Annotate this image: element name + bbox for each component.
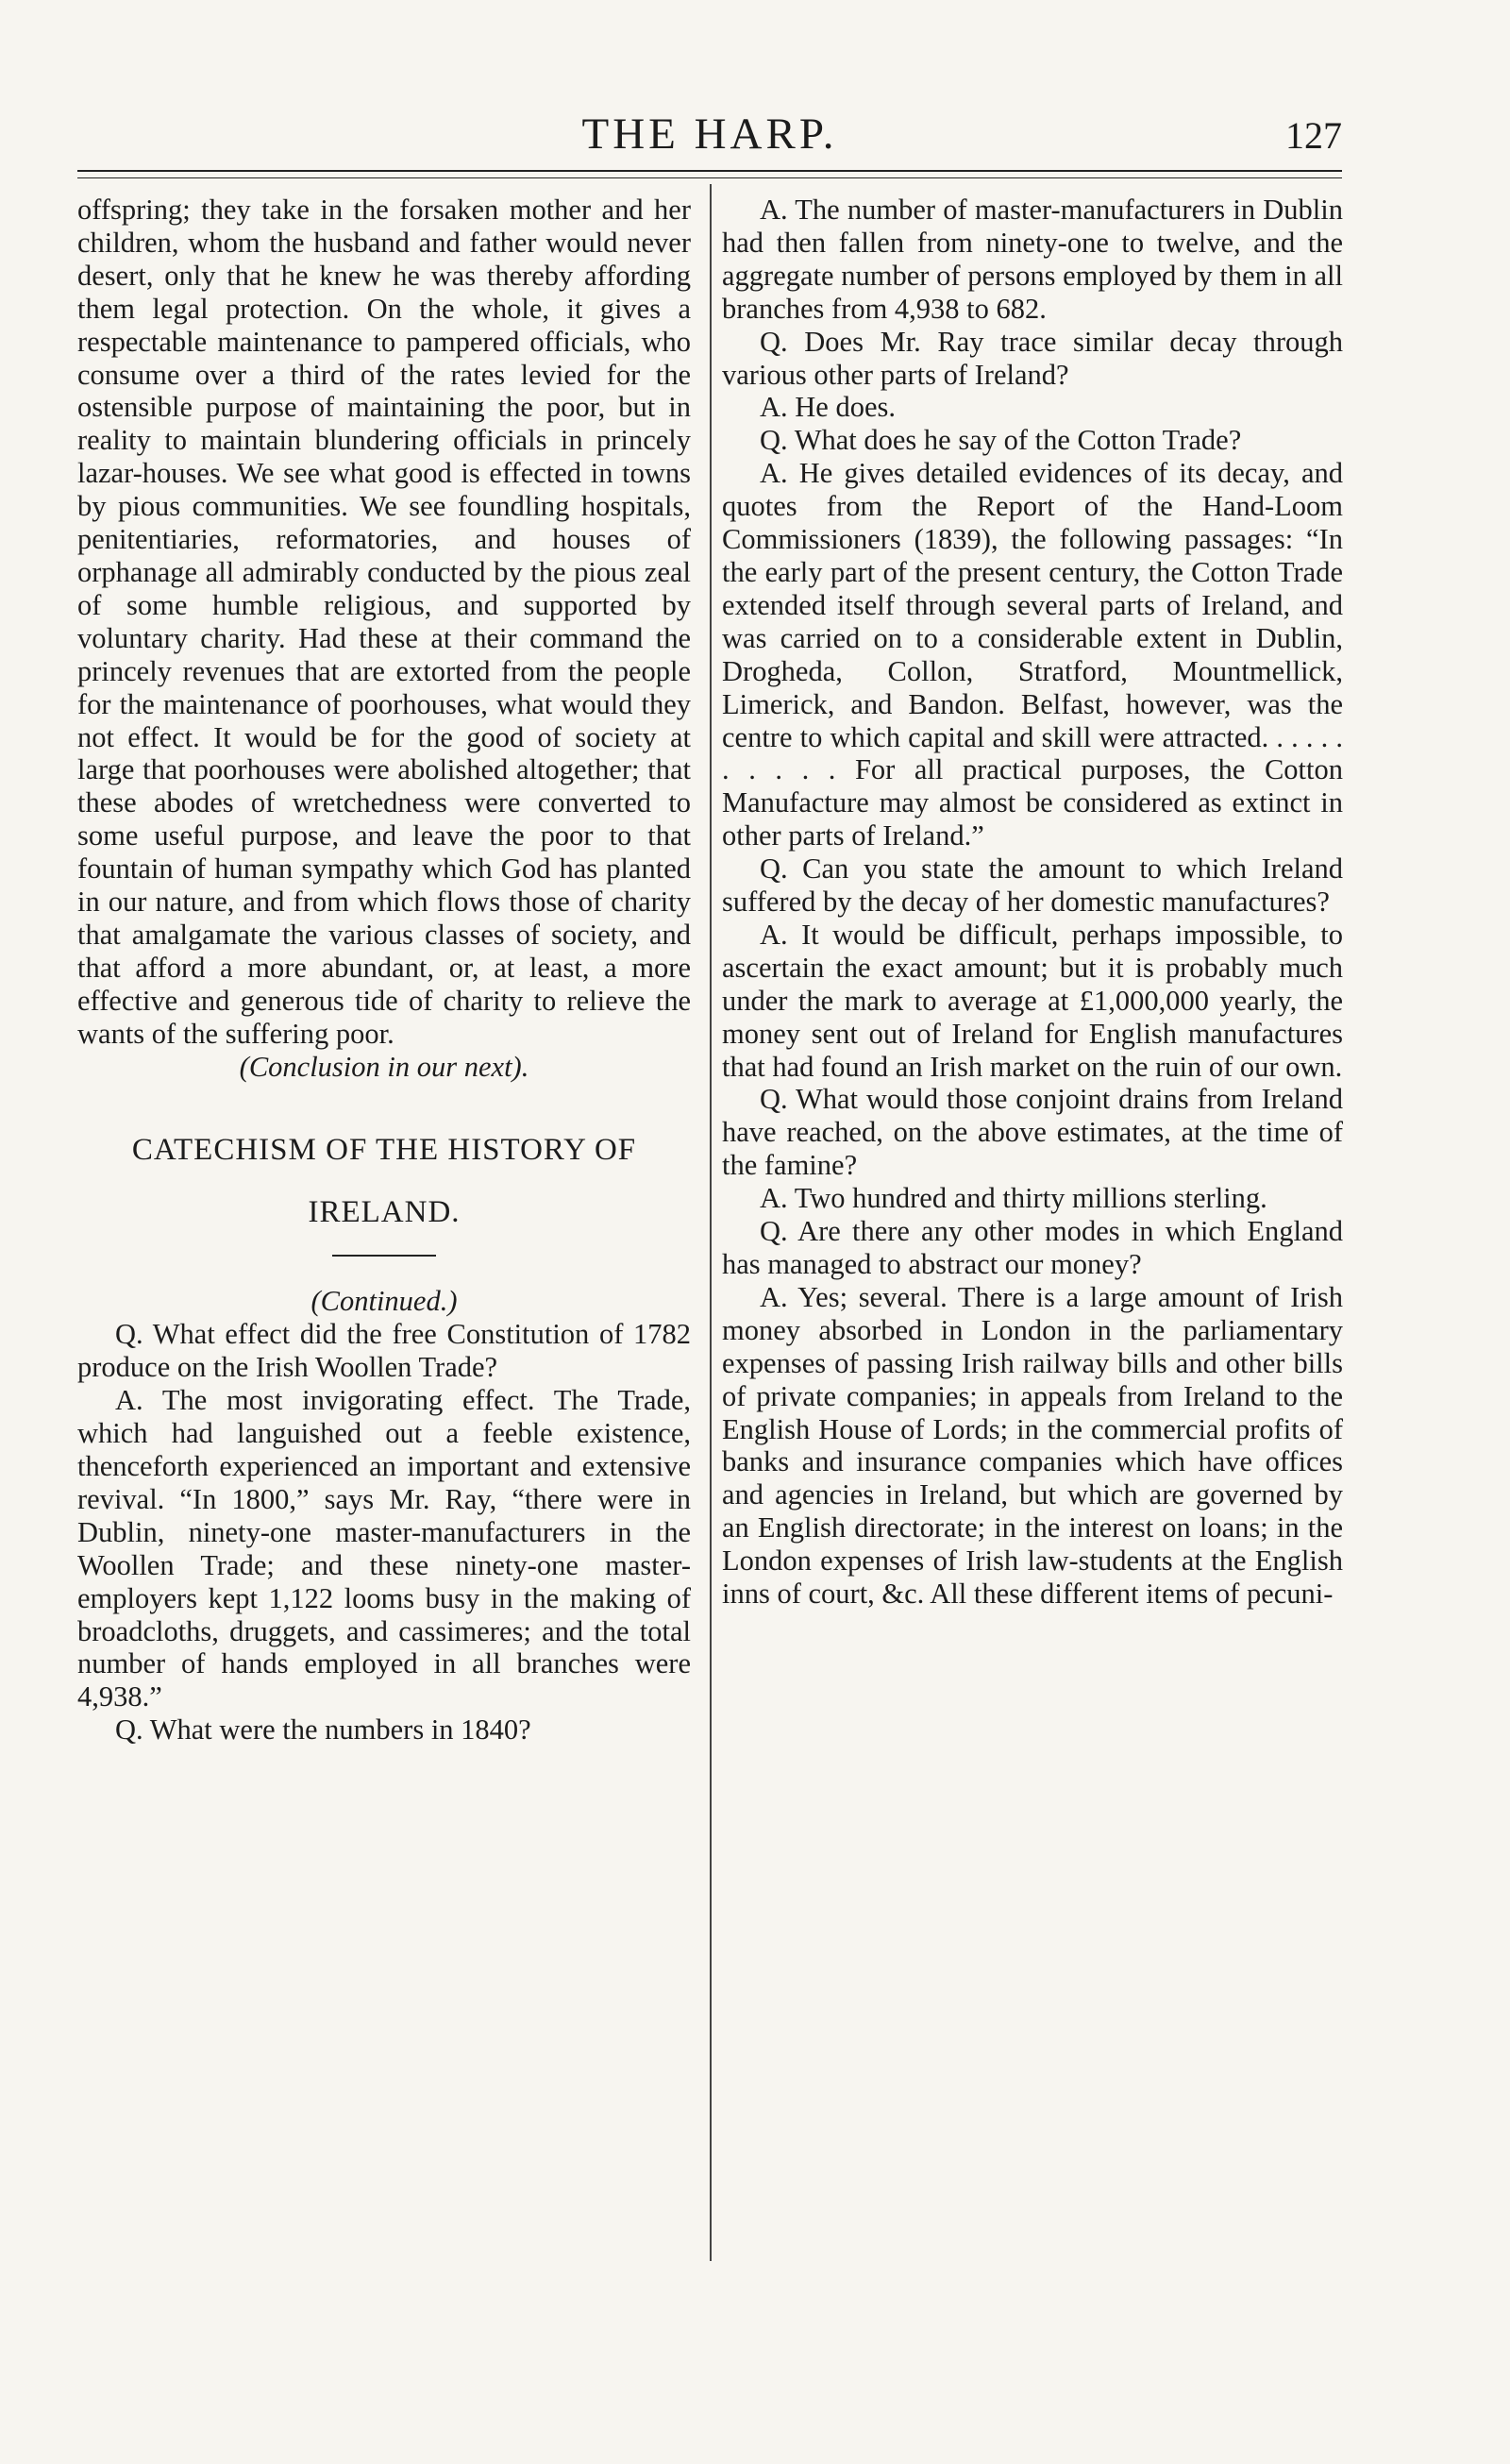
catechism-paragraph: Q. What effect did the free Constitution of 1782 produce on the Irish Woollen Trade? <box>77 1318 691 1384</box>
section-divider-rule <box>332 1255 436 1257</box>
header-rule-thin <box>77 177 1342 178</box>
catechism-paragraph: Q. Can you state the amount to which Ireland suffered by the decay of her domestic manufactures? <box>722 852 1343 919</box>
catechism-paragraph: Q. What does he say of the Cotton Trade? <box>760 424 1242 457</box>
catechism-paragraph: A. The most invigorating effect. The Trade, which had languished out a feeble existence, thenceforth experienced an important and extensive revival. “In 1800,” says Mr. Ray, “there were in Dublin, ninety-one master-manufacturers in the Woollen Trade; and these ninety-one master-employers kept 1,122 looms busy in the making of broadcloths, druggets, and cassimeres; and the total number of hands employed in all branches were 4,938.” <box>77 1384 691 1713</box>
essay-continuation-paragraph: offspring; they take in the forsaken mother and her children, whom the husband and father would never desert, only that he knew he was thereby affording them legal protection. On the whole, it gives a respectable maintenance to pampered officials, who consume over a third of the rates levied for the ostensible purpose of maintaining the poor, but in reality to maintain blundering officials in princely lazar-houses. We see what good is effected in towns by pious communities. We see foundling hospitals, penitentiaries, reformatories, and houses of orphanage all admirably conducted by the pious zeal of some humble religious, and supported by voluntary charity. Had these at their command the princely revenues that are extorted from the people for the maintenance of poorhouses, what would they not effect. It would be for the good of society at large that poorhouses were abolished altogether; that these abodes of wretchedness were converted to some useful purpose, and leave the poor to that fountain of human sympathy which God has planted in our nature, and from which flows those of charity that amalgamate the various classes of society, and that afford a more abundant, or, at least, a more effective and generous tide of charity to relieve the wants of the suffering poor. <box>77 194 691 1050</box>
catechism-paragraph: A. It would be difficult, perhaps impossible, to ascertain the exact amount; but it is probably much under the mark to average at £1,000,000 yearly, the money sent out of Ireland for English manufactures that had found an Irish market on the ruin of our own. <box>722 918 1343 1083</box>
catechism-paragraph: Q. Are there any other modes in which England has managed to abstract our money? <box>722 1215 1343 1280</box>
right-column <box>722 194 1343 1611</box>
catechism-paragraph: A. He does. <box>760 391 896 424</box>
catechism-paragraph: A. Yes; several. There is a large amount of Irish money absorbed in London in the parliamentary expenses of passing Irish railway bills and other bills of private companies; in appeals from Ireland to the English House of Lords; in the commercial profits of banks and insurance companies which have offices and agencies in Ireland, but which are governed by an English directorate; in the interest on loans; in the London expenses of Irish law-students at the English inns of court, &c. All these different items of pecuni- <box>722 1280 1343 1611</box>
catechism-paragraph: A. Two hundred and thirty millions sterling. <box>760 1182 1267 1215</box>
page-number: 127 <box>1285 114 1342 157</box>
catechism-paragraph: Q. What were the numbers in 1840? <box>115 1713 531 1747</box>
section-title-line-1: CATECHISM OF THE HISTORY OF <box>131 1133 637 1168</box>
catechism-paragraph: Q. What would those conjoint drains from Ireland have reached, on the above estimates, at the time of the famine? <box>722 1083 1343 1182</box>
conclusion-note: (Conclusion in our next). <box>239 1050 529 1083</box>
section-title-line-2: IRELAND. <box>308 1195 461 1230</box>
continued-note: (Continued.) <box>310 1285 458 1318</box>
header-rule <box>77 170 1342 172</box>
catechism-paragraph: A. He gives detailed evidences of its decay, and quotes from the Report of the Hand-Loom Commissioners (1839), the following passages: “In the early part of the present century, the Cotton Trade extended itself through several parts of Ireland, and was carried on to a considerable extent in Dublin, Drogheda, Collon, Stratford, Mountmellick, Limerick, and Bandon. Belfast, however, was the centre to which capital and skill were attracted. . . . . . . . . . . For all practical purposes, the Cotton Manufacture may almost be considered as extinct in other parts of Ireland.” <box>722 457 1343 852</box>
column-divider <box>710 184 712 2261</box>
running-title: THE HARP. <box>581 110 838 159</box>
catechism-paragraph: A. The number of master-manufacturers in Dublin had then fallen from ninety-one to twelve, and the aggregate number of persons employed by them in all branches from 4,938 to 682. <box>722 194 1343 325</box>
page-header <box>77 106 1342 162</box>
left-column <box>77 194 691 1747</box>
section-title <box>77 1119 691 1243</box>
catechism-paragraph: Q. Does Mr. Ray trace similar decay through various other parts of Ireland? <box>722 325 1343 391</box>
